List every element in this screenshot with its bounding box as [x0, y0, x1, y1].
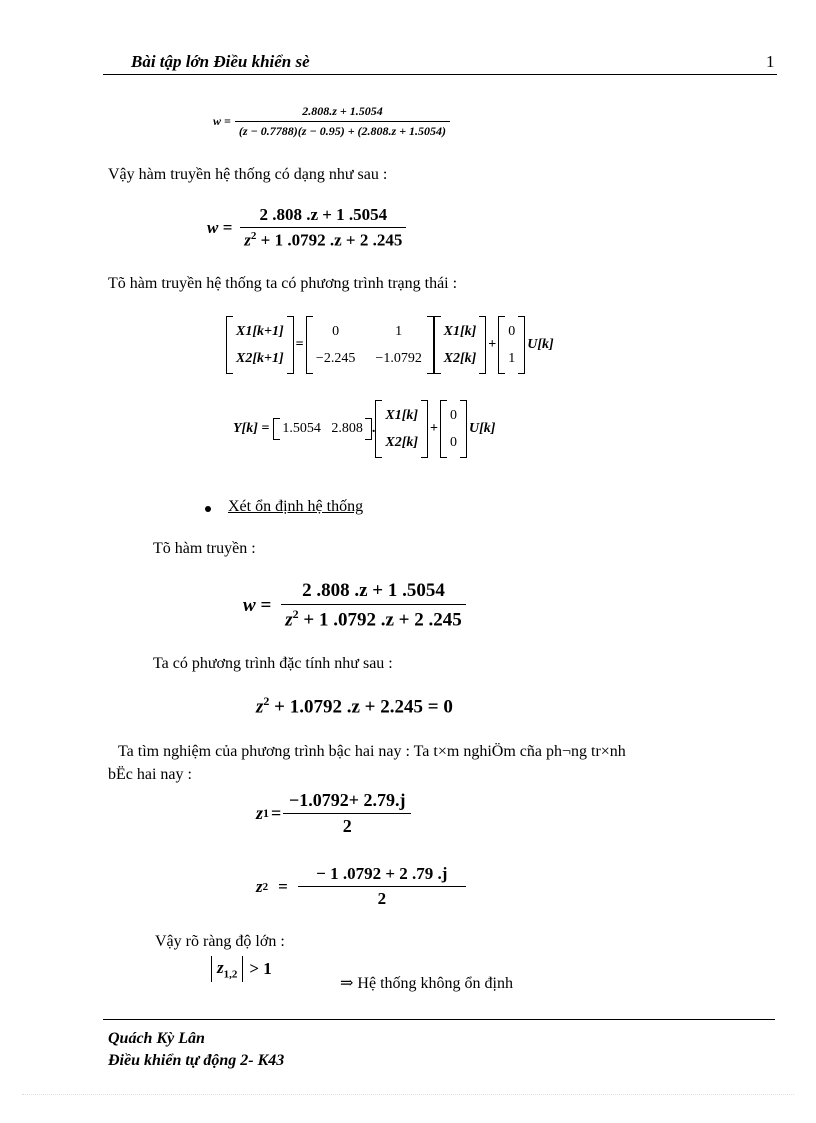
state-input-u: U[k] [527, 337, 554, 352]
output-x-bot: X2[k] [385, 434, 419, 450]
equation-transfer [207, 205, 406, 251]
matrix-a11: 0 [332, 323, 340, 339]
paragraph-find-roots-cont: bËc hai nay : [108, 766, 192, 783]
paragraph-characteristic: Ta có phương trình đặc tính như sau : [153, 655, 393, 672]
section-heading-stability: Xét ổn định hệ thống [228, 498, 364, 515]
magnitude-inequality: $z_{1,2}$ > 1 [211, 956, 272, 982]
matrix-a21: −2.245 [315, 350, 356, 366]
state-x-top: X1[k] [443, 323, 477, 339]
state-equation: X1[k+1] X2[k+1] = 0 1 −2.245 −1.0792 X1[k] X2[k] + 0 1 U[k] [226, 316, 554, 374]
eq3-denominator: $z^2 + 1$ .0792 .z + 2 .245 [281, 604, 466, 631]
matrix-c1: 1.5054 [282, 421, 321, 436]
matrix-d-bot: 0 [450, 434, 458, 450]
state-lhs-top: X1[k+1] [236, 323, 284, 339]
characteristic-equation: $z^2 + 1.0792$ .z + 2.245 = 0 [256, 694, 453, 718]
matrix-d-top: 0 [450, 407, 458, 423]
bullet-icon [205, 506, 211, 512]
page-bottom-dotted-line [22, 1094, 794, 1095]
paragraph-transfer-form: Vậy hàm truyền hệ thống có dạng như sau : [108, 166, 388, 183]
root-z1: z 1 = $\frac{-1.0792+ 2.79.j}{2}$ [256, 790, 411, 837]
paragraph-from-transfer: Tõ hàm truyền : [153, 540, 256, 557]
matrix-a22: −1.0792 [375, 350, 422, 366]
footer-class: Điều khiển tự động 2- K43 [108, 1052, 285, 1069]
eq2-denominator: $z^2 + 1$ .0792 .z + 2 .245 [240, 227, 406, 251]
output-lhs: Y[k] = [233, 421, 270, 436]
root1-denominator: 2 [283, 813, 411, 837]
header-rule [103, 74, 777, 75]
eq3-lhs: w = [243, 594, 272, 616]
eq1-lhs: w = [213, 114, 231, 128]
root2-numerator: − 1 .0792 + 2 .79 .j [316, 864, 448, 883]
eq2-numerator: 2 .808 .z + 1 .5054 [259, 205, 388, 224]
eq2-lhs: w = [207, 217, 233, 237]
state-x-bot: X2[k] [443, 350, 477, 366]
matrix-b-bot: 1 [508, 350, 516, 366]
matrix-b-top: 0 [508, 323, 516, 339]
output-equation: Y[k] = 1.5054 2.808 . X1[k] X2[k] + 0 0 U[k] [233, 400, 495, 458]
footer-author: Quách Kỳ Lân [108, 1030, 205, 1047]
header-title: Bài tập lớn Điều khiển sè [131, 52, 310, 71]
paragraph-state-equation: Tõ hàm truyền hệ thống ta có phương trình trạng thái : [108, 275, 458, 292]
matrix-a12: 1 [395, 323, 403, 339]
paragraph-magnitude: Vậy rõ ràng độ lớn : [155, 933, 285, 950]
root2-denominator: 2 [298, 886, 466, 909]
equation-transfer-repeat [243, 580, 466, 631]
eq3-numerator: 2 .808 .z + 1 .5054 [302, 580, 445, 601]
output-x-top: X1[k] [385, 407, 419, 423]
root-z2: z 2 = $\frac{- 1 .0792 + 2 .79 .j}{2}$ [256, 864, 466, 909]
eq1-denominator: (z − 0.7788)(z − 0.95) + (2.808.z + 1.5054) [235, 121, 450, 139]
state-lhs-bot: X2[k+1] [236, 350, 284, 366]
conclusion-unstable: ⇒ Hệ thống không ổn định [340, 975, 513, 992]
output-input-u: U[k] [469, 421, 496, 436]
footer-rule [103, 1019, 775, 1020]
eq1-numerator: 2.808.z + 1.5054 [302, 104, 383, 118]
matrix-c2: 2.808 [331, 421, 363, 436]
root1-numerator: −1.0792+ 2.79.j [289, 790, 406, 810]
page-number: 1 [766, 52, 775, 71]
paragraph-find-roots: Ta tìm nghiệm của phương trình bậc hai nay : Ta t×m nghiÖm cña ph¬ng tr×nh [118, 743, 626, 760]
equation-transfer-raw [213, 104, 450, 139]
